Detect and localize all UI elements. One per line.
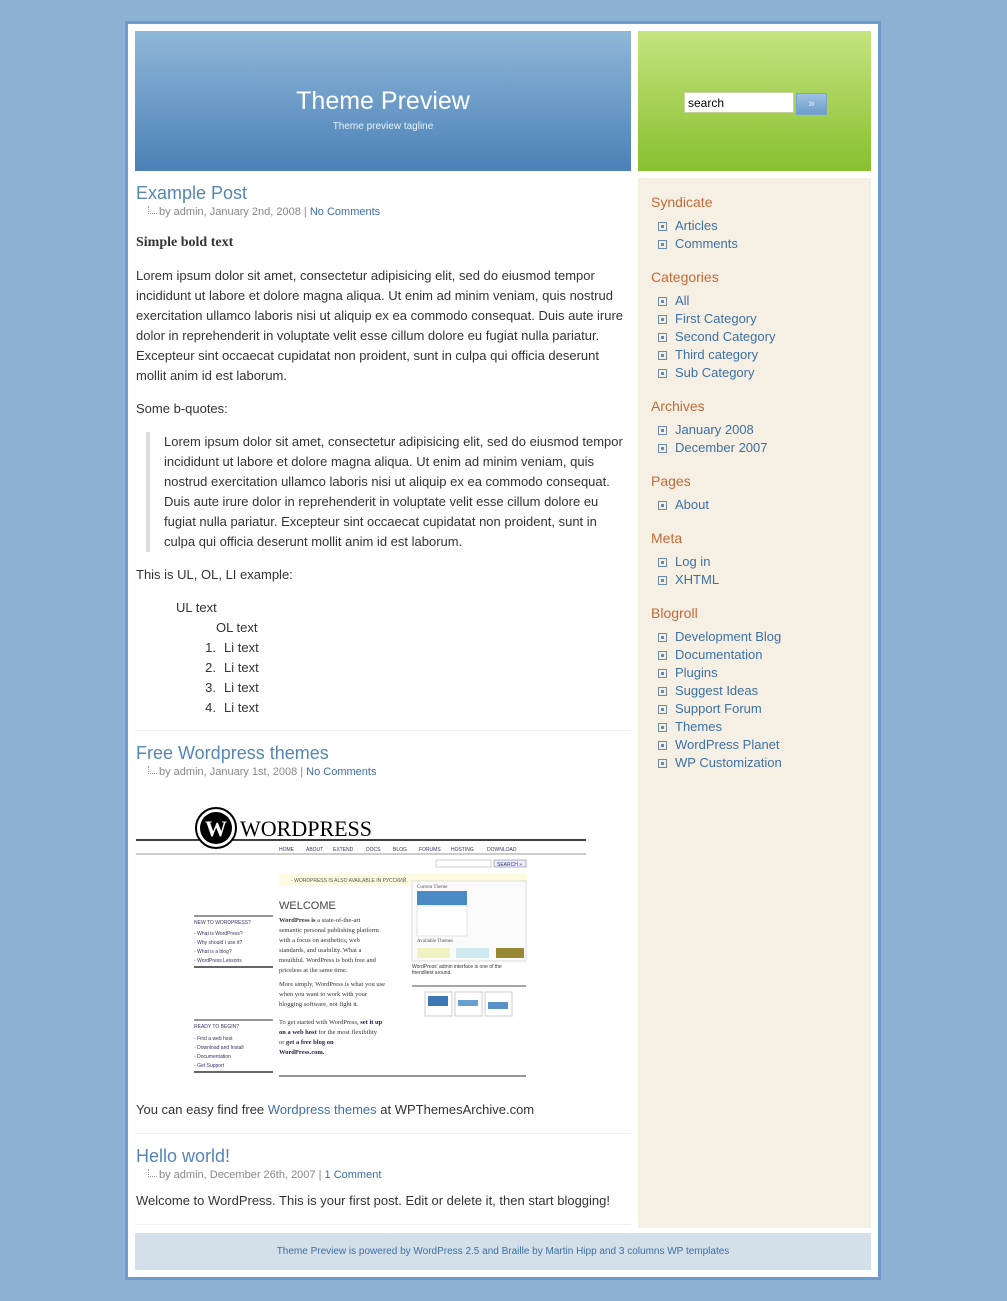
search-area xyxy=(638,31,871,171)
ol-list xyxy=(216,618,631,638)
sidebar-item-third-category[interactable]: Third category xyxy=(658,346,871,364)
ol-item: 4. Li text xyxy=(205,700,259,715)
svg-text:ABOUT: ABOUT xyxy=(306,847,324,853)
sidebar-item-first-category[interactable]: First Category xyxy=(658,310,871,328)
svg-text:HOSTING: HOSTING xyxy=(451,847,474,853)
svg-text:Available Themes: Available Themes xyxy=(417,939,454,944)
expand-box-icon xyxy=(658,705,667,714)
comments-link[interactable]: No Comments xyxy=(306,766,377,778)
svg-text:or get a free blog on: or get a free blog on xyxy=(279,1039,334,1046)
svg-text:To get started with WordPress,: To get started with WordPress, set it up xyxy=(279,1019,383,1026)
meta-list xyxy=(638,553,871,589)
sidebar-item-comments[interactable]: Comments xyxy=(658,235,871,253)
sidebar-item-all[interactable]: All xyxy=(658,292,871,310)
svg-text:◦ Why should I use it?: ◦ Why should I use it? xyxy=(194,940,243,946)
post-paragraph: Lorem ipsum dolor sit amet, consectetur adipisicing elit, sed do eiusmod tempor incididunt ut labore et dolore magna aliqua. Ut enim ad minim veniam, quis nostrud exercitation ullamco laboris nisi ut aliquip ex ea commodo consequat. Duis aute irure dolor in reprehenderit in voluptate velit esse cillum dolore eu fugiat nulla pariatur. Excepteur sint occaecat cupidatat non proident, sunt in culpa qui officia deserunt mollit anim id est laborum. xyxy=(136,268,624,383)
svg-text:More simply, WordPress is what: More simply, WordPress is what you use xyxy=(279,981,385,988)
post-separator xyxy=(136,730,631,731)
post-title[interactable]: Free Wordpress themes xyxy=(136,743,329,763)
ol-item: 3. Li text xyxy=(205,680,259,695)
site-header xyxy=(135,31,631,171)
svg-text:EXTEND: EXTEND xyxy=(333,847,354,853)
footer-text: Theme Preview is powered by WordPress 2.5 and Braille by Martin Hipp and 3 columns WP templates xyxy=(276,1246,730,1257)
expand-box-icon xyxy=(658,351,667,360)
sidebar-item-themes[interactable]: Themes xyxy=(658,718,871,736)
site-footer xyxy=(135,1233,871,1270)
post-paragraph: You can easy find free Wordpress themes at WPThemesArchive.com xyxy=(136,1102,535,1117)
meta-hook-icon xyxy=(148,206,157,214)
blockquote-text: Lorem ipsum dolor sit amet, consectetur adipisicing elit, sed do eiusmod tempor incididunt ut labore et dolore magna aliqua. Ut enim ad minim veniam, quis nostrud exercitation ullamco laboris nisi ut aliquip ex ea commodo consequat. Duis aute irure dolor in reprehenderit in voluptate velit esse cillum dolore eu fugiat nulla pariatur. Excepteur sint occaecat cupidatat non proident, sunt in culpa qui officia deserunt mollit anim id est laborum. xyxy=(164,434,623,549)
svg-text:W: W xyxy=(205,816,227,841)
page-inner xyxy=(128,24,878,1277)
post-meta-text: by admin, January 1st, 2008 | xyxy=(159,766,304,778)
post-meta-text: by admin, January 2nd, 2008 | xyxy=(159,206,307,218)
post-paragraph: Welcome to WordPress. This is your first post. Edit or delete it, then start blogging! xyxy=(136,1193,610,1208)
sidebar-item-sub-category[interactable]: Sub Category xyxy=(658,364,871,382)
comments-link[interactable]: 1 Comment xyxy=(324,1169,382,1181)
sidebar-item-wp-customization[interactable]: WP Customization xyxy=(658,754,871,772)
svg-text:blogging software, not fight i: blogging software, not fight it. xyxy=(279,1001,359,1008)
expand-box-icon xyxy=(658,759,667,768)
search-button[interactable]: » xyxy=(796,93,827,115)
svg-text:◦ What is WordPress?: ◦ What is WordPress? xyxy=(194,931,243,937)
sidebar-item-articles[interactable]: Articles xyxy=(658,217,871,235)
post-separator xyxy=(136,1133,631,1134)
svg-text:SEARCH »: SEARCH » xyxy=(497,862,523,868)
sidebar-item-december-2007[interactable]: December 2007 xyxy=(658,439,871,457)
svg-text:when you want to work with you: when you want to work with your xyxy=(279,991,368,998)
pages-list xyxy=(638,496,871,514)
post-meta-text: by admin, December 26th, 2007 | xyxy=(159,1169,322,1181)
sidebar-item-plugins[interactable]: Plugins xyxy=(658,664,871,682)
ul-text: UL text xyxy=(176,600,217,615)
svg-text:HOME: HOME xyxy=(279,847,294,853)
expand-box-icon xyxy=(658,222,667,231)
sidebar-heading-meta: Meta xyxy=(651,530,683,546)
bold-text: Simple bold text xyxy=(136,235,234,250)
svg-text:FORUMS: FORUMS xyxy=(419,847,441,853)
post-separator xyxy=(136,1224,631,1225)
syndicate-list xyxy=(638,217,871,253)
sidebar-item-documentation[interactable]: Documentation xyxy=(658,646,871,664)
svg-text:◦ What is a blog?: ◦ What is a blog? xyxy=(194,949,232,955)
post-title[interactable]: Example Post xyxy=(136,183,248,203)
svg-text:friendliest around.: friendliest around. xyxy=(412,970,452,976)
svg-text:WELCOME: WELCOME xyxy=(279,900,336,912)
expand-box-icon xyxy=(658,558,667,567)
expand-box-icon xyxy=(658,723,667,732)
expand-box-icon xyxy=(658,669,667,678)
svg-text:NEW TO WORDPRESS?: NEW TO WORDPRESS? xyxy=(194,920,251,926)
sidebar-item-second-category[interactable]: Second Category xyxy=(658,328,871,346)
svg-text:semantic personal publishing p: semantic personal publishing platform xyxy=(279,927,379,934)
expand-box-icon xyxy=(658,444,667,453)
svg-text:mouthful. WordPress is both fr: mouthful. WordPress is both free and xyxy=(279,957,376,964)
post-title[interactable]: Hello world! xyxy=(136,1146,231,1166)
ol-item: 2. Li text xyxy=(205,660,259,675)
ol-item: 1. Li text xyxy=(205,640,259,655)
bquote-intro: Some b-quotes: xyxy=(136,401,228,416)
sidebar xyxy=(638,178,871,1228)
sidebar-item-development-blog[interactable]: Development Blog xyxy=(658,628,871,646)
sidebar-item-support-forum[interactable]: Support Forum xyxy=(658,700,871,718)
svg-text:priceless at the same time.: priceless at the same time. xyxy=(279,967,348,974)
svg-text:◦ Find a web host: ◦ Find a web host xyxy=(194,1036,233,1042)
sidebar-heading-archives: Archives xyxy=(651,398,705,414)
svg-text:on a web host for the most fle: on a web host for the most flexibility xyxy=(279,1029,378,1036)
sidebar-item-wordpress-planet[interactable]: WordPress Planet xyxy=(658,736,871,754)
post-example xyxy=(136,183,631,731)
svg-text:Current Theme: Current Theme xyxy=(417,885,448,890)
sidebar-heading-pages: Pages xyxy=(651,473,691,489)
expand-box-icon xyxy=(658,426,667,435)
sidebar-item-january-2008[interactable]: January 2008 xyxy=(658,421,871,439)
expand-box-icon xyxy=(658,501,667,510)
comments-link[interactable]: No Comments xyxy=(309,206,381,218)
expand-box-icon xyxy=(658,240,667,249)
expand-box-icon xyxy=(658,297,667,306)
ol-text: OL text xyxy=(216,620,258,635)
sidebar-heading-blogroll: Blogroll xyxy=(651,605,698,621)
list-intro: This is UL, OL, LI example: xyxy=(136,567,293,582)
svg-text:◦ Download and Install: ◦ Download and Install xyxy=(194,1045,244,1051)
ul-list xyxy=(176,598,631,718)
expand-box-icon xyxy=(658,333,667,342)
svg-text:with a focus on aesthetics, we: with a focus on aesthetics, web xyxy=(279,937,360,944)
expand-box-icon xyxy=(658,576,667,585)
site-tagline: Theme preview tagline xyxy=(332,121,434,132)
svg-text:BLOG: BLOG xyxy=(393,847,407,853)
wordpress-themes-link[interactable]: Wordpress themes xyxy=(267,1102,377,1117)
sidebar-item-log-in[interactable]: Log in xyxy=(658,553,871,571)
post-meta xyxy=(148,766,631,778)
expand-box-icon xyxy=(658,633,667,642)
meta-hook-icon xyxy=(148,1169,157,1177)
wordpress-screenshot-image xyxy=(136,796,586,1096)
sidebar-heading-syndicate: Syndicate xyxy=(651,194,713,210)
svg-text:WordPress' admin interface is: WordPress' admin interface is one of the xyxy=(412,964,502,970)
page-wrapper xyxy=(125,21,881,1280)
site-title[interactable]: Theme Preview xyxy=(296,87,470,115)
blogroll-list xyxy=(638,628,871,772)
post-meta xyxy=(148,1169,631,1181)
expand-box-icon xyxy=(658,687,667,696)
svg-text:standards, and usability. What: standards, and usability. What a xyxy=(279,947,362,954)
expand-box-icon xyxy=(658,741,667,750)
sidebar-item-xhtml[interactable]: XHTML xyxy=(658,571,871,589)
blockquote xyxy=(146,432,631,552)
post-free-themes xyxy=(136,743,631,1134)
main-content xyxy=(136,174,631,1237)
svg-text:WordPress.com.: WordPress.com. xyxy=(279,1049,325,1056)
svg-text:◦ Get Support: ◦ Get Support xyxy=(194,1063,225,1069)
svg-text:◦ Documentation: ◦ Documentation xyxy=(194,1054,231,1060)
archives-list xyxy=(638,421,871,457)
post-hello-world xyxy=(136,1146,631,1225)
svg-text:DOWNLOAD: DOWNLOAD xyxy=(487,847,517,853)
sidebar-item-suggest-ideas[interactable]: Suggest Ideas xyxy=(658,682,871,700)
categories-list xyxy=(638,292,871,382)
expand-box-icon xyxy=(658,369,667,378)
svg-text:◦ WordPress Lessons: ◦ WordPress Lessons xyxy=(194,958,242,964)
search-input[interactable] xyxy=(684,92,794,113)
sidebar-item-about[interactable]: About xyxy=(658,496,871,514)
svg-text:WORDPRESS: WORDPRESS xyxy=(240,816,373,841)
expand-box-icon xyxy=(658,315,667,324)
meta-hook-icon xyxy=(148,766,157,774)
svg-text:READY TO BEGIN?: READY TO BEGIN? xyxy=(194,1024,240,1030)
sidebar-heading-categories: Categories xyxy=(651,269,719,285)
svg-text:DOCS: DOCS xyxy=(366,847,381,853)
expand-box-icon xyxy=(658,651,667,660)
svg-text:◦ WORDPRESS IS ALSO AVAILABLE: ◦ WORDPRESS IS ALSO AVAILABLE IN РУССКИЙ. xyxy=(291,878,408,884)
svg-text:WordPress is a state-of-the-ar: WordPress is a state-of-the-art xyxy=(279,917,361,924)
post-meta xyxy=(148,206,631,218)
